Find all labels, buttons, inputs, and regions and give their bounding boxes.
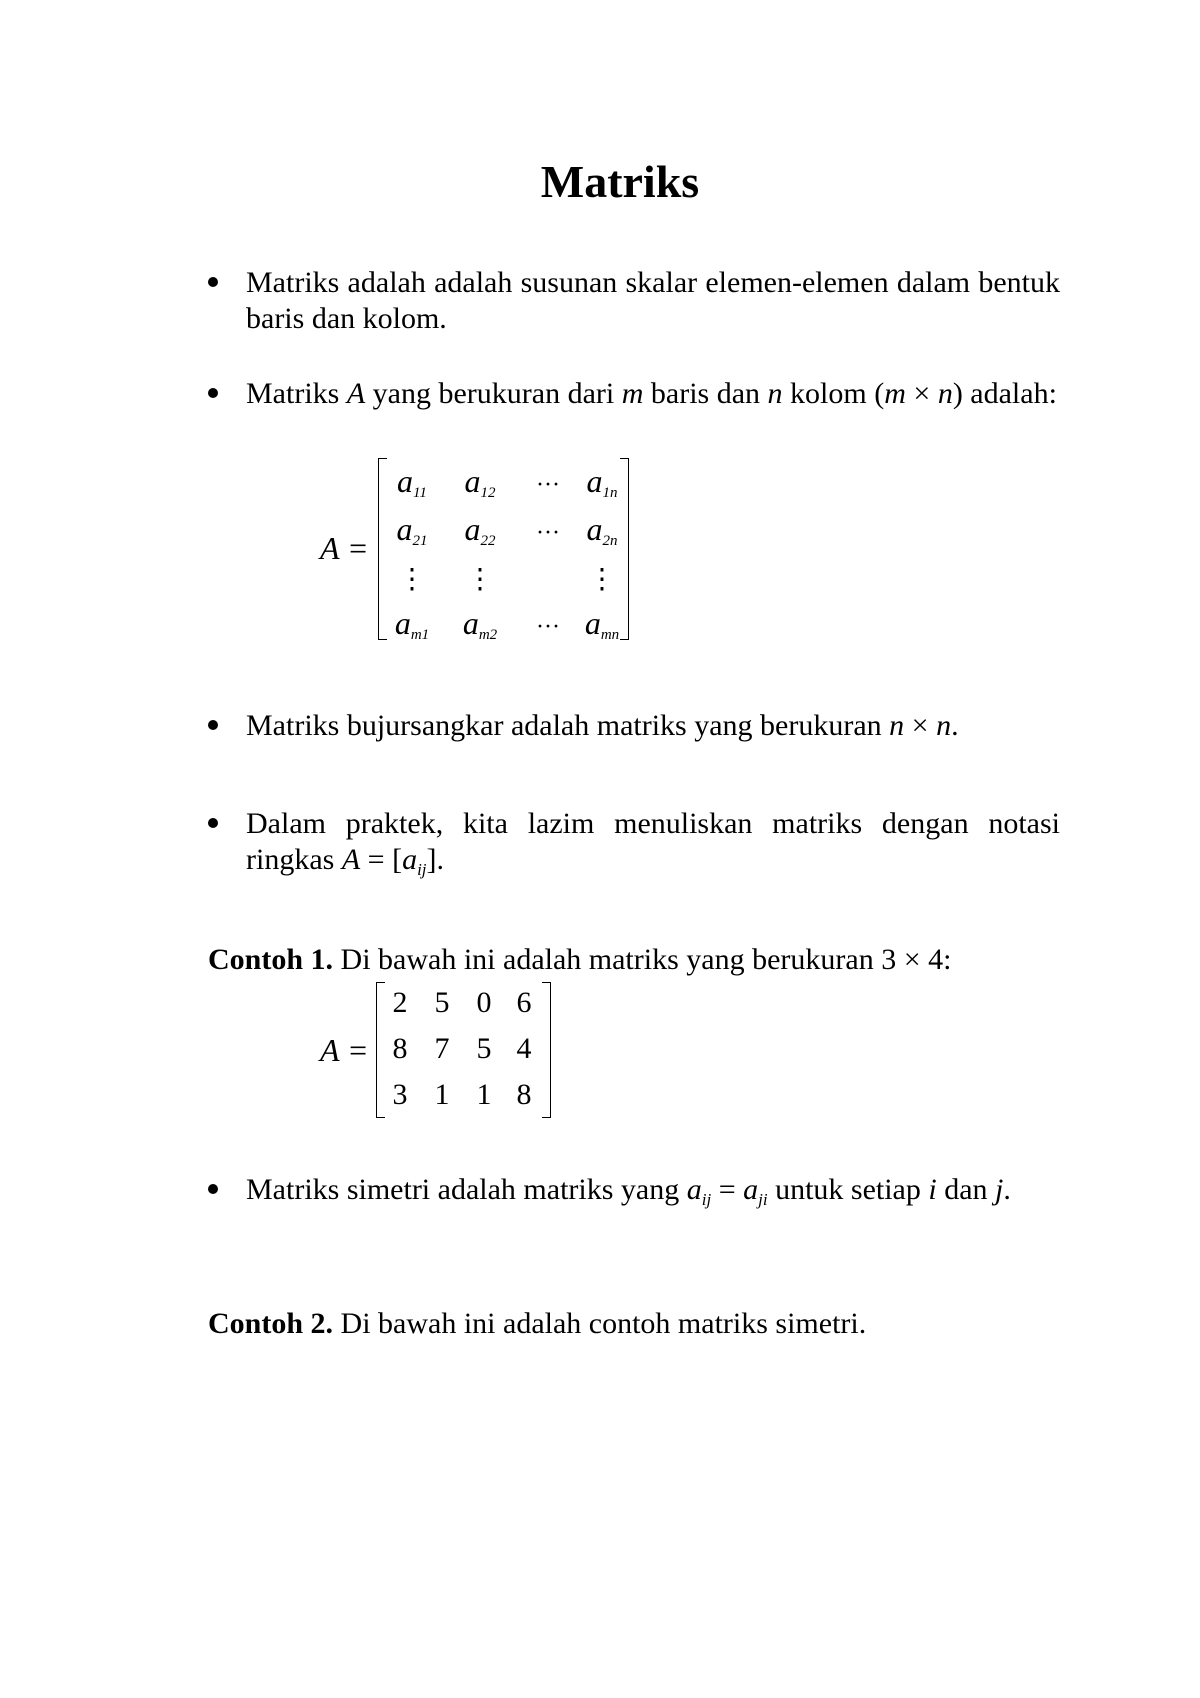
bullet-text: Matriks simetri adalah matriks yang $a_{ij} = a_{ji}$ untuk setiap i dan j. [246, 1173, 1011, 1209]
matrix-entry: ··· [536, 614, 560, 640]
bullet-symmetric-matrix [208, 1172, 1060, 1208]
matrix-entry: 2 [392, 986, 408, 1019]
matrix-entry: ··· [536, 520, 560, 546]
matrix-entry: 5 [434, 986, 450, 1019]
bullet-notation [208, 806, 1060, 878]
matrix-entry: $a_{12}$ [464, 463, 496, 501]
matrix-entry: $a_{m2}$ [462, 605, 498, 643]
matrix-entry: 4 [516, 1032, 532, 1065]
matrix-lhs: A = [320, 1032, 369, 1068]
right-bracket [542, 982, 551, 1118]
matrix-entry: $a_{2n}$ [586, 511, 618, 549]
matrix-entry: 3 [392, 1078, 408, 1111]
example-2 [208, 1306, 1068, 1342]
bullet-icon [208, 1184, 218, 1194]
matrix-entry: ⋮ [398, 564, 426, 595]
left-bracket [376, 982, 385, 1118]
matrix-entry: $a_{m1}$ [394, 605, 430, 643]
matrix-lhs: A = [320, 530, 369, 566]
bullet-matrix-size [208, 376, 1060, 412]
matrix-entry: $a_{11}$ [397, 463, 427, 501]
bullet-icon [208, 388, 218, 398]
bullet-matrix-definition [208, 265, 1060, 337]
matrix-entry: 0 [476, 986, 492, 1019]
example-2-label: Contoh 2. [208, 1307, 334, 1340]
example-2-text: Di bawah ini adalah contoh matriks simetri. [333, 1307, 867, 1340]
matrix-entry: $a_{22}$ [464, 511, 496, 549]
matrix-entry: $a_{21}$ [396, 511, 428, 549]
example-1 [208, 942, 1068, 978]
bullet-icon [208, 277, 218, 287]
matrix-entry: 1 [434, 1078, 450, 1111]
bullet-text: Matriks adalah adalah susunan skalar elemen-elemen dalam bentuk baris dan kolom. [246, 266, 1060, 335]
example-matrix [320, 980, 560, 1120]
bullet-icon [208, 720, 218, 730]
matrix-entry: ··· [536, 472, 560, 498]
bullet-text: Matriks A yang berukuran dari m baris dan n kolom (m × n) adalah: [246, 377, 1057, 410]
bullet-text: Dalam praktek, kita lazim menuliskan matriks dengan notasi ringkas $A = [a_{ij}]$. [246, 807, 1060, 879]
matrix-entry: 5 [476, 1032, 492, 1065]
bullet-square-matrix [208, 708, 1060, 744]
general-matrix [320, 455, 640, 645]
matrix-entry: 8 [392, 1032, 408, 1065]
bullet-text: Matriks bujursangkar adalah matriks yang berukuran n × n. [246, 709, 959, 742]
matrix-entry: 6 [516, 986, 532, 1019]
matrix-entry: $a_{1n}$ [586, 463, 618, 501]
example-1-label: Contoh 1. [208, 943, 334, 976]
matrix-entry: $a_{mn}$ [584, 605, 620, 643]
matrix-entry: ⋮ [466, 564, 494, 595]
page-title: Matriks [540, 156, 700, 207]
matrix-entry: 8 [516, 1078, 532, 1111]
matrix-entry: ⋮ [588, 564, 616, 595]
left-bracket [378, 458, 387, 640]
example-1-text: Di bawah ini adalah matriks yang berukuran 3 × 4: [333, 943, 952, 976]
bullet-icon [208, 818, 218, 828]
matrix-entry: 1 [476, 1078, 492, 1111]
matrix-entry: 7 [434, 1032, 450, 1065]
